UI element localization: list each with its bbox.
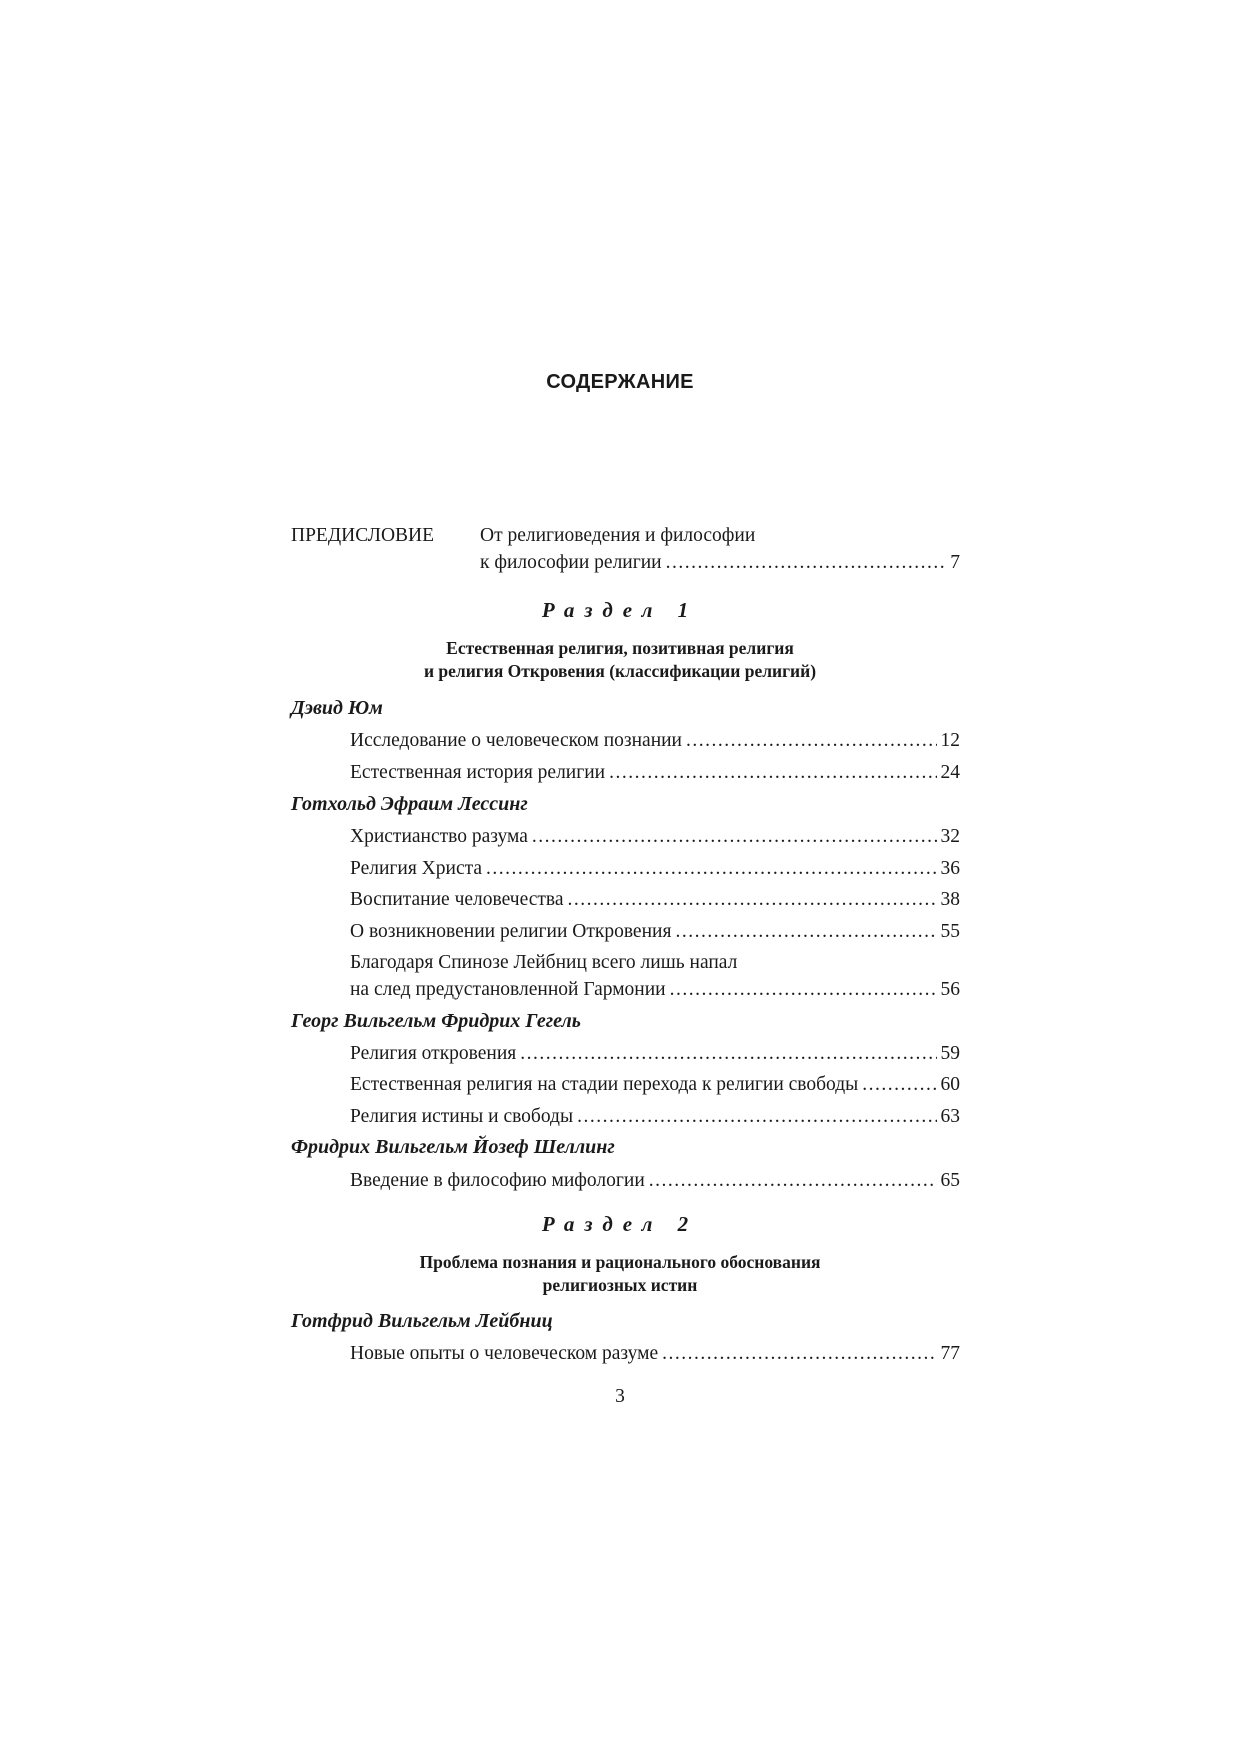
- toc-entry-page: 38: [940, 889, 960, 910]
- toc-entry[interactable]: [350, 727, 960, 755]
- toc-entry[interactable]: [350, 759, 960, 787]
- page-title: СОДЕРЖАНИЕ: [546, 371, 694, 393]
- dot-leader: [649, 1167, 937, 1195]
- toc-entry-title: Воспитание человечества: [350, 889, 564, 910]
- toc-entry-title: Введение в философию мифологии: [350, 1170, 645, 1191]
- toc-entry-title: Религия Христа: [350, 858, 483, 879]
- toc-entry-title-line1: Благодаря Спинозе Лейбниц всего лишь напал: [350, 952, 738, 973]
- toc-entry-title: Религия откровения: [350, 1043, 517, 1064]
- page-number: 3: [615, 1386, 625, 1407]
- dot-leader: [568, 886, 937, 914]
- toc-entry-title: Исследование о человеческом познании: [350, 730, 682, 751]
- toc-entry-page: 7: [950, 552, 960, 573]
- dot-leader: [486, 855, 936, 883]
- dot-leader: [532, 823, 937, 851]
- toc-entry[interactable]: [350, 1167, 960, 1195]
- toc-entry-page: 32: [940, 826, 960, 847]
- section-1-heading: Раздел 1: [541, 598, 699, 622]
- preface-label: ПРЕДИСЛОВИЕ: [291, 525, 435, 546]
- dot-leader: [675, 918, 936, 946]
- dot-leader: [670, 976, 937, 1004]
- dot-leader: [686, 727, 937, 755]
- toc-entry-page: 12: [940, 730, 960, 751]
- toc-entry-page: 55: [940, 921, 960, 942]
- preface-title-line1: От религиоведения и философии: [480, 525, 756, 546]
- toc-entry[interactable]: [350, 855, 960, 883]
- toc-entry[interactable]: [350, 1103, 960, 1131]
- toc-entry-page: 36: [940, 858, 960, 879]
- author-name: Фридрих Вильгельм Йозеф Шеллинг: [291, 1136, 615, 1158]
- dot-leader: [520, 1040, 936, 1068]
- toc-entry[interactable]: [350, 886, 960, 914]
- section-1-subtitle-line1: Естественная религия, позитивная религия: [446, 638, 794, 658]
- toc-entry[interactable]: [350, 1071, 960, 1099]
- toc-entry-title: О возникновении религии Откровения: [350, 921, 672, 942]
- toc-entry-title: Христианство разума: [350, 826, 528, 847]
- dot-leader: [662, 1340, 936, 1368]
- dot-leader: [609, 759, 936, 787]
- author-name: Готфрид Вильгельм Лейбниц: [291, 1310, 553, 1332]
- section-2-subtitle-line2: религиозных истин: [542, 1275, 698, 1295]
- toc-entry-page: 59: [940, 1043, 960, 1064]
- toc-entry-title: Естественная история религии: [350, 762, 606, 783]
- toc-entry-title: к философии религии: [480, 552, 662, 573]
- toc-entry-page: 77: [940, 1343, 960, 1364]
- section-1-subtitle-line2: и религия Откровения (классификации религий): [423, 661, 817, 681]
- toc-entry-page: 63: [940, 1106, 960, 1127]
- dot-leader: [862, 1071, 936, 1099]
- toc-entry-page: 24: [940, 762, 960, 783]
- toc-entry[interactable]: [350, 918, 960, 946]
- section-2-subtitle-line1: Проблема познания и рационального обоснования: [419, 1252, 821, 1272]
- toc-entry[interactable]: [350, 823, 960, 851]
- dot-leader: [666, 549, 947, 577]
- toc-entry[interactable]: [350, 976, 960, 1004]
- toc-entry[interactable]: [350, 1040, 960, 1068]
- toc-entry-page: 65: [940, 1170, 960, 1191]
- toc-entry-title: Новые опыты о человеческом разуме: [350, 1343, 659, 1364]
- toc-entry-page: 56: [940, 979, 960, 1000]
- author-name: Дэвид Юм: [291, 697, 383, 719]
- toc-entry-title: на след предустановленной Гармонии: [350, 979, 666, 1000]
- toc-entry-page: 60: [940, 1074, 960, 1095]
- toc-entry-title: Естественная религия на стадии перехода к религии свободы: [350, 1074, 859, 1095]
- author-name: Готхольд Эфраим Лессинг: [291, 793, 528, 815]
- author-name: Георг Вильгельм Фридрих Гегель: [291, 1010, 581, 1032]
- toc-entry-title: Религия истины и свободы: [350, 1106, 574, 1127]
- toc-entry-preface[interactable]: [480, 549, 960, 577]
- toc-entry[interactable]: [350, 1340, 960, 1368]
- dot-leader: [577, 1103, 936, 1131]
- section-2-heading: Раздел 2: [541, 1212, 699, 1236]
